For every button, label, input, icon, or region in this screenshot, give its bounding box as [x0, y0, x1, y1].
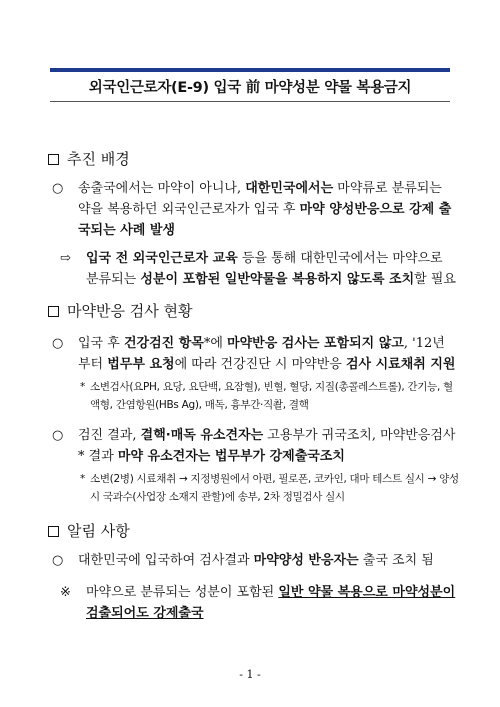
item-text: 검진 결과, 결핵·매독 유소견자는 고용부가 귀국조치, 마약반응검사* 결과 마약 유소견자는 법무부가 강제출국조치	[78, 428, 456, 464]
checkbox-square-icon	[48, 526, 59, 537]
list-item	[52, 178, 457, 241]
circle-bullet-icon: ○	[52, 553, 64, 568]
list-item	[52, 425, 457, 467]
footnote	[80, 378, 460, 414]
circle-bullet-icon: ○	[52, 181, 64, 196]
checkbox-square-icon	[48, 306, 59, 317]
checkbox-square-icon	[48, 154, 59, 165]
section-title: 마약반응 검사 현황	[67, 302, 193, 320]
section-heading-background	[48, 148, 130, 169]
section-heading-notice	[48, 520, 130, 541]
footnote	[80, 470, 460, 506]
section-title: 알림 사항	[67, 522, 130, 540]
asterisk-icon: *	[80, 473, 85, 485]
document-title: 외국인근로자(E-9) 입국 前 마약성분 약물 복용금지	[50, 68, 450, 102]
list-item	[60, 582, 456, 624]
asterisk-icon: *	[80, 381, 85, 393]
circle-bullet-icon: ○	[52, 428, 64, 443]
page-number: - 1 -	[239, 668, 261, 681]
item-text: 입국 후 건강검진 항목*에 마약반응 검사는 포함되지 않고, '12년부터 법무부 요청에 따라 건강진단 시 마약반응 검사 시료채취 지원	[78, 336, 456, 372]
footnote-text: 소변(2병) 시료채취 → 지정병원에서 아편, 필로폰, 코카인, 대마 테스트 실시 → 양성시 국과수(사업장 소재지 관할)에 송부, 2차 정밀검사 실시	[90, 473, 459, 503]
list-item	[52, 550, 457, 571]
reference-mark-icon: ※	[60, 585, 71, 600]
item-text: 대한민국에 입국하여 검사결과 마약양성 반응자는 출국 조치 됨	[78, 553, 434, 568]
arrow-right-icon: ⇨	[60, 251, 71, 266]
item-text: 입국 전 외국인근로자 교육 등을 통해 대한민국에서는 마약으로 분류되는 성분이 포함된 일반약물을 복용하지 않도록 조치할 필요	[86, 251, 456, 287]
section-heading-drug-test	[48, 300, 192, 321]
section-title: 추진 배경	[67, 150, 130, 168]
list-item	[52, 333, 457, 375]
item-text: 마약으로 분류되는 성분이 포함된 일반 약물 복용으로 마약성분이 검출되어도 강제출국	[86, 585, 456, 621]
circle-bullet-icon: ○	[52, 336, 64, 351]
footnote-text: 소변검사(요PH, 요당, 요단백, 요잠혈), 빈혈, 혈당, 지질(총콜레스트롤), 간기능, 혈액형, 간염항원(HBs Ag), 매독, 흉부간·직촬, 결핵	[90, 381, 453, 411]
list-item	[60, 248, 456, 290]
item-text: 송출국에서는 마약이 아니나, 대한민국에서는 마약류로 분류되는 약을 복용하던 외국인근로자가 입국 후 마약 양성반응으로 강제 출국되는 사례 발생	[78, 181, 452, 238]
